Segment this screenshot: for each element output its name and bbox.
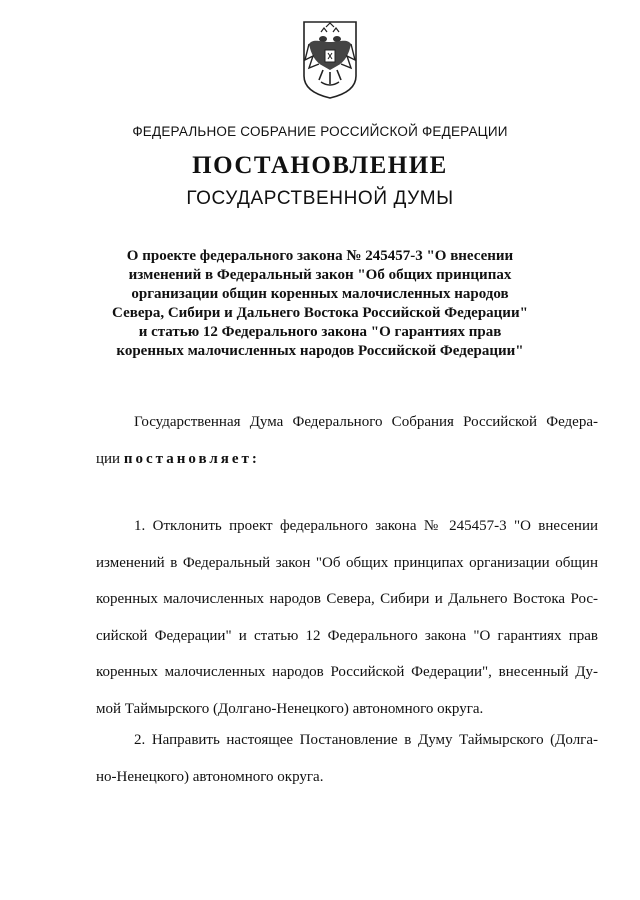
intro-paragraph <box>96 404 598 477</box>
item-1-line: мой Таймырского (Долгано-Ненецкого) автономного округа. <box>96 700 484 717</box>
item-2-line: но-Ненецкого) автономного округа. <box>96 768 324 785</box>
subject-line: Севера, Сибири и Дальнего Востока Российской Федерации" <box>112 305 528 321</box>
document-type-title: ПОСТАНОВЛЕНИЕ <box>192 152 448 179</box>
subject-line: и статью 12 Федерального закона "О гарантиях прав <box>138 324 502 340</box>
document-subject <box>110 247 530 361</box>
subject-line: изменений в Федеральный закон "Об общих принципах <box>128 267 512 283</box>
document-issuer: ГОСУДАРСТВЕННОЙ ДУМЫ <box>186 188 454 209</box>
intro-line-prefix: ции <box>96 450 121 467</box>
item-2-line: 2. Направить настоящее Постановление в Думу Таймырского (Долга- <box>134 732 598 748</box>
item-1-paragraph <box>96 508 598 727</box>
item-1-line: коренных малочисленных народов Севера, Сибири и Дальнего Востока Рос- <box>96 591 598 607</box>
intro-line <box>96 441 598 478</box>
item-1-line: коренных малочисленных народов Российской Федерации", внесенный Ду- <box>96 664 598 680</box>
item-1-line: сийской Федерации" и статью 12 Федерального закона "О гарантиях прав <box>96 627 598 644</box>
item-2-paragraph <box>96 722 598 795</box>
russian-emblem-icon <box>301 20 359 100</box>
subject-line: организации общин коренных малочисленных народов <box>131 286 509 302</box>
subject-line: О проекте федерального закона № 245457-3 "О внесении <box>126 248 514 264</box>
intro-line: Государственная Дума Федерального Собрания Российской Федера- <box>134 414 598 430</box>
decision-word: постановляет: <box>123 450 260 467</box>
item-1-line: 1. Отклонить проект федерального закона № 245457-3 "О внесении <box>134 518 598 534</box>
item-1-line: изменений в Федеральный закон "Об общих принципах организации общин <box>96 554 598 571</box>
subject-line: коренных малочисленных народов Российской Федерации" <box>116 343 524 359</box>
organization-name: ФЕДЕРАЛЬНОЕ СОБРАНИЕ РОССИЙСКОЙ ФЕДЕРАЦИИ <box>132 124 508 139</box>
